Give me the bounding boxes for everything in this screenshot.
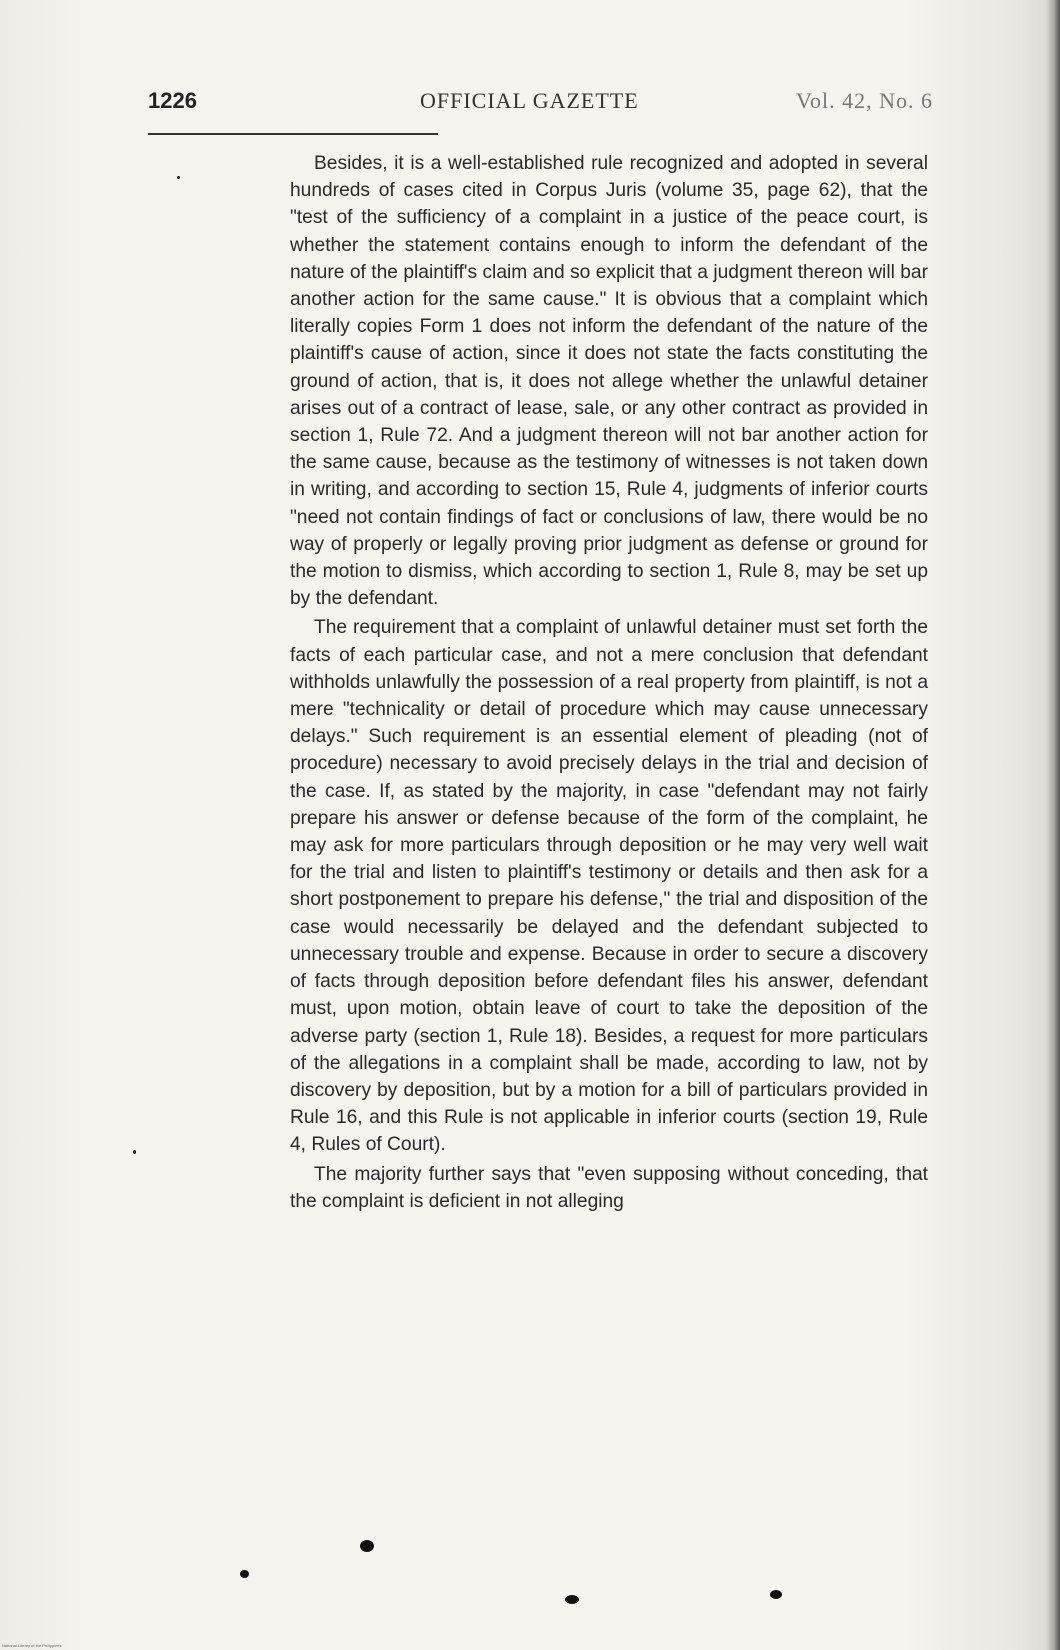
header-rule xyxy=(148,133,438,135)
ink-speck xyxy=(360,1540,374,1552)
page-edge-shadow xyxy=(1046,0,1060,1650)
source-note: National Library of the Philippines xyxy=(2,1643,62,1648)
paragraph: Besides, it is a well-established rule recognized and adopted in several hundreds of cases cited in Corpus Juris (volume 35, page 62), that the "test of the sufficiency of a complaint in a justice of the peace court, is whether the statement contains enough to inform the defendant of the nature of the plaintiff's claim and so explicit that a judgment thereon will bar another action for the same cause." It is obvious that a complaint which literally copies Form 1 does not inform the defendant of the nature of the plaintiff's cause of action, since it does not state the facts constituting the ground of action, that is, it does not allege whether the unlawful detainer arises out of a contract of lease, sale, or any other contract as provided in section 1, Rule 72. And a judgment thereon will not bar another action for the same cause, because as the testimony of witnesses is not taken down in writing, and according to section 15, Rule 4, judgments of inferior courts "need not contain findings of fact or conclusions of law, there would be no way of properly or legally proving prior judgment as defense or ground for the motion to dismiss, which according to section 1, Rule 8, may be set up by the defendant. xyxy=(290,153,928,610)
ink-speck xyxy=(565,1595,579,1604)
volume-issue: Vol. 42, No. 6 xyxy=(795,88,933,113)
ink-speck xyxy=(133,1150,136,1154)
article-body xyxy=(290,150,928,1215)
paragraph: The majority further says that "even supposing without conceding, that the complaint is deficient in not alleging xyxy=(290,1163,928,1212)
ink-speck xyxy=(240,1570,249,1578)
publication-title: OFFICIAL GAZETTE xyxy=(420,88,639,113)
paragraph: The requirement that a complaint of unlawful detainer must set forth the facts of each particular case, and not a mere conclusion that defendant withholds unlawfully the possession of a real property from plaintiff, is not a mere "technicality or detail of procedure which may cause unnecessary delays." Such requirement is an essential element of pleading (not of procedure) necessary to avoid precisely delays in the trial and decision of the case. If, as stated by the majority, in case "defendant may not fairly prepare his answer or defense because of the form of the complaint, he may ask for more particulars through deposition or he may very well wait for the trial and listen to plaintiff's testimony or details and then ask for a short postponement to prepare his defense," the trial and disposition of the case would necessarily be delayed and the defendant subjected to unnecessary trouble and expense. Because in order to secure a discovery of facts through deposition before defendant files his answer, defendant must, upon motion, obtain leave of court to take the deposition of the adverse party (section 1, Rule 18). Besides, a request for more particulars of the allegations in a complaint shall be made, according to law, not by discovery by deposition, but by a motion for a bill of particulars provided in Rule 16, and this Rule is not applicable in inferior courts (section 19, Rule 4, Rules of Court). xyxy=(290,617,928,1156)
ink-speck xyxy=(770,1590,782,1599)
page-number: 1226 xyxy=(148,88,197,113)
ink-speck xyxy=(177,176,180,179)
page-header xyxy=(148,88,933,128)
